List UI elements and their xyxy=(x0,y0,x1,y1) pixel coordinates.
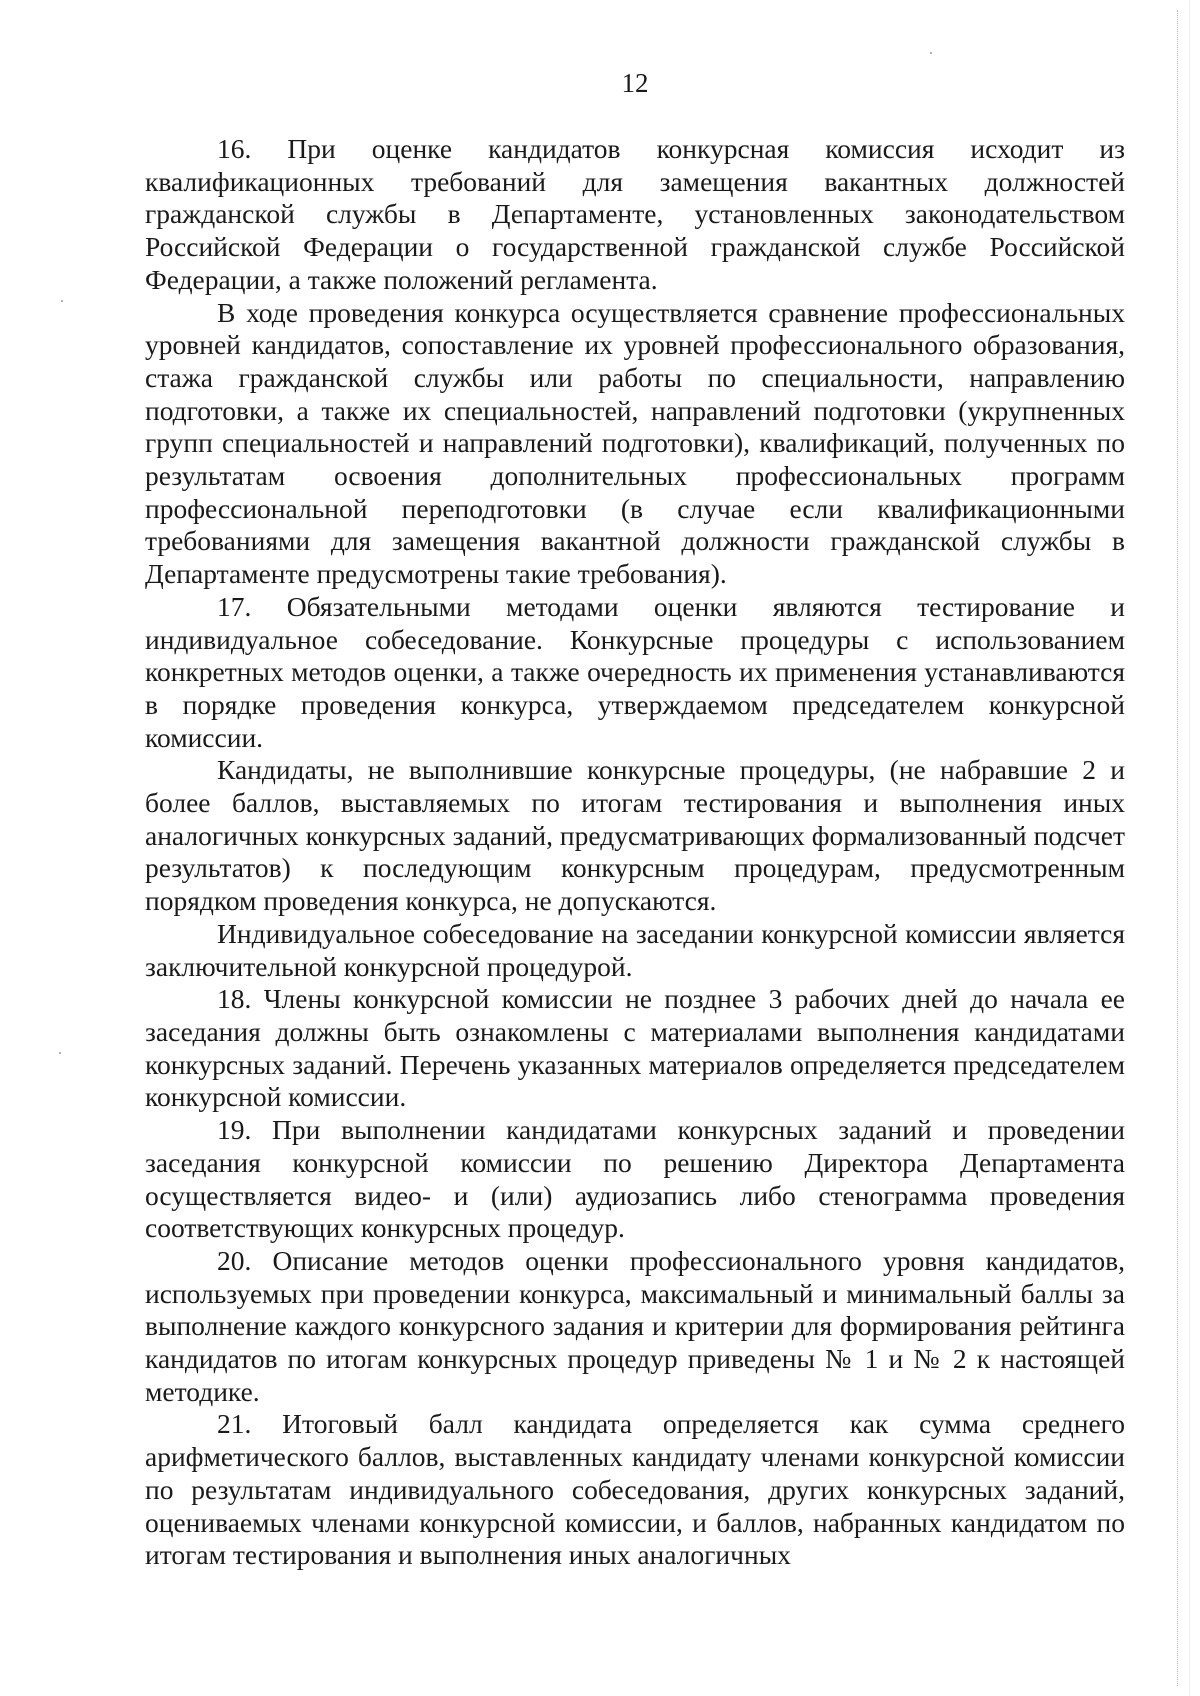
paragraph-17: 17. Обязательными методами оценки являются тестирование и индивидуальное собеседование. Конкурсные процедуры с использованием конкретных методов оценки, а также очередность их применения устанавливаются в порядке проведения конкурса, утверждаемом председателем конкурсной комиссии. xyxy=(145,590,1125,753)
scan-speck xyxy=(930,52,932,54)
page-number: 12 xyxy=(621,68,649,98)
paragraph-16: 16. При оценке кандидатов конкурсная комиссия исходит из квалификационных требований для замещения вакантных должностей гражданской службы в Департаменте, установленных законодательством Российской Федерации о государственной гражданской службе Российской Федерации, а также положений регламента. xyxy=(145,133,1125,295)
paragraph-17-interview: Индивидуальное собеседование на заседании конкурсной комиссии является заключительной конкурсной процедурой. xyxy=(145,917,1125,982)
scan-edge-line xyxy=(1177,10,1178,1686)
paragraph-18: 18. Члены конкурсной комиссии не позднее 3 рабочих дней до начала ее заседания должны быть ознакомлены с материалами выполнения кандидатами конкурсных заданий. Перечень указанных материалов определяется председателем конкурсной комиссии. xyxy=(145,983,1125,1113)
scan-edge-shadow xyxy=(1189,0,1190,1696)
paragraph-17-candidates: Кандидаты, не выполнившие конкурсные процедуры, (не набравшие 2 и более баллов, выставляемых по итогам тестирования и выполнения иных аналогичных конкурсных заданий, предусматривающих формализованный подсчет результатов) к последующим конкурсным процедурам, предусмотренным порядком проведения конкурса, не допускаются. xyxy=(145,754,1125,917)
paragraph-19: 19. При выполнении кандидатами конкурсных заданий и проведении заседания конкурсной комиссии по решению Директора Департамента осуществляется видео- и (или) аудиозапись либо стенограмма проведения соответствующих конкурсных процедур. xyxy=(145,1114,1125,1244)
paragraph-20: 20. Описание методов оценки профессионального уровня кандидатов, используемых при проведении конкурса, максимальный и минимальный баллы за выполнение каждого конкурсного задания и критерии для формирования рейтинга кандидатов по итогам конкурсных процедур приведены № 1 и № 2 к настоящей методике. xyxy=(145,1244,1125,1407)
paragraph-16-comparison: В ходе проведения конкурса осуществляется сравнение профессиональных уровней кандидатов, сопоставление их уровней профессионального образования, стажа гражданской службы или работы по специальности, направлению подготовки, а также их специальностей, направлений подготовки (укрупненных групп специальностей и направлений подготовки), квалификаций, полученных по результатам освоения дополнительных профессиональных программ профессиональной переподготовки (в случае если квалификационными требованиями для замещения вакантной должности гражданской службы в Департаменте предусмотрены такие требования). xyxy=(145,296,1125,590)
paragraph-21: 21. Итоговый балл кандидата определяется как сумма среднего арифметического баллов, выставленных кандидату членами конкурсной комиссии по результатам индивидуального собеседования, других конкурсных заданий, оцениваемых членами конкурсной комиссии, и баллов, набранных кандидатом по итогам тестирования и выполнения иных аналогичных xyxy=(145,1408,1125,1571)
scan-speck xyxy=(59,1052,61,1054)
document-body xyxy=(145,133,1125,1572)
scan-speck xyxy=(61,300,63,302)
